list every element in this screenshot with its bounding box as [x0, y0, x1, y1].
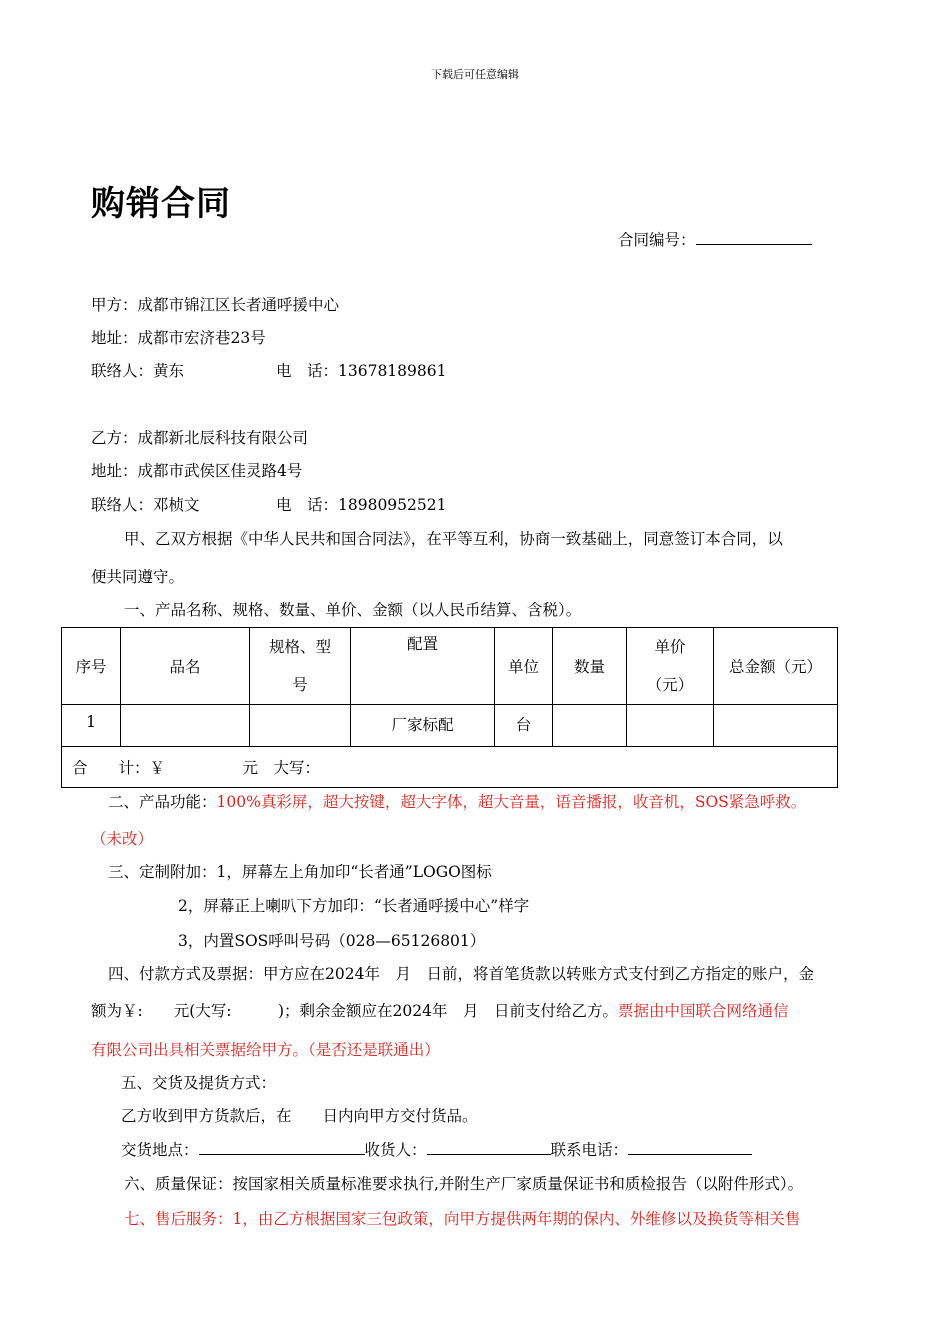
party-a-contact: 联络人：黄东	[91, 362, 185, 380]
row-total	[714, 705, 838, 747]
header-spec	[250, 628, 351, 705]
section-3-line-3: 3，内置SOS呼叫号码（028—65126801）	[178, 932, 486, 950]
contact-phone-label: 联系电话：	[550, 1141, 629, 1159]
party-b-phone: 电 话：18980952521	[276, 496, 447, 514]
header-unit: 单位	[495, 628, 553, 705]
header-price-line1: 单价	[654, 638, 686, 656]
header-name: 品名	[121, 628, 250, 705]
header-note: 下载后可任意编辑	[431, 68, 519, 81]
row-name	[121, 705, 250, 747]
section-5-line-1: 乙方收到甲方货款后，在 日内向甲方交付货品。	[121, 1107, 478, 1125]
receiver-label: 收货人：	[364, 1141, 427, 1159]
intro-line-1: 甲、乙双方根据《中华人民共和国合同法》，在平等互利，协商一致基础上，同意签订本合同，以	[124, 530, 783, 548]
contract-number-label: 合同编号：	[618, 231, 696, 249]
delivery-place-label: 交货地点：	[121, 1141, 199, 1159]
header-spec-line2: 号	[292, 676, 308, 694]
header-total: 总金额（元）	[714, 628, 838, 705]
section-4-line-3: 有限公司出具相关票据给甲方。（是否还是联通出）	[91, 1041, 440, 1059]
header-config: 配置	[351, 628, 495, 705]
header-spec-line1: 规格、型	[268, 638, 331, 656]
row-config: 厂家标配	[351, 705, 495, 747]
party-b-address: 地址：成都市武侯区佳灵路4号	[91, 462, 303, 480]
intro-line-2: 便共同遵守。	[91, 568, 185, 586]
section-1-heading: 一、产品名称、规格、数量、单价、金额（以人民币结算、含税）。	[124, 601, 582, 619]
contract-number-blank	[696, 228, 812, 245]
row-unit: 台	[495, 705, 553, 747]
section-3-line-2: 2，屏幕正上喇叭下方加印：“长者通呼援中心”样字	[178, 897, 530, 915]
party-b-contact: 联络人：邓桢文	[91, 496, 200, 514]
section-6: 六、质量保证：按国家相关质量标准要求执行,并附生产厂家质量保证书和质检报告（以附件形式）。	[124, 1175, 804, 1193]
section-2	[108, 790, 806, 812]
section-4-line-2-text: 额为￥: 元(大写: )；剩余金额应在2024年 月 日前支付给乙方。	[91, 1002, 618, 1020]
section-2-note: （未改）	[91, 830, 154, 848]
total-label: 合 计：￥ 元 大写：	[62, 747, 838, 788]
table-row	[62, 705, 838, 747]
section-7: 七、售后服务：1，由乙方根据国家三包政策，向甲方提供两年期的保内、外维修以及换货等相关售	[124, 1210, 801, 1228]
header-price-line2: （元）	[646, 676, 694, 694]
section-4-line-2	[91, 999, 789, 1021]
section-4-line-1: 四、付款方式及票据：甲方应在2024年 月 日前，将首笔货款以转账方式支付到乙方指定的账户，金	[108, 965, 814, 983]
party-a-address: 地址：成都市宏济巷23号	[91, 329, 266, 347]
receiver-blank	[427, 1138, 551, 1155]
section-5-delivery-line	[121, 1138, 752, 1160]
delivery-place-blank	[199, 1138, 365, 1155]
party-b-name: 乙方：成都新北辰科技有限公司	[91, 429, 309, 447]
row-spec	[250, 705, 351, 747]
table-total-row	[62, 747, 838, 788]
section-5-title: 五、交货及提货方式：	[121, 1074, 277, 1092]
row-qty	[553, 705, 627, 747]
section-2-label: 二、产品功能：	[108, 793, 217, 811]
row-price	[627, 705, 714, 747]
header-qty: 数量	[553, 628, 627, 705]
party-a-phone: 电 话：13678189861	[276, 362, 447, 380]
section-4-invoice-note: 票据由中国联合网络通信	[618, 1002, 789, 1020]
contract-number	[618, 228, 812, 250]
party-a-name: 甲方：成都市锦江区长者通呼援中心	[91, 296, 340, 314]
product-table	[61, 627, 838, 788]
section-2-text: 100%真彩屏，超大按键，超大字体，超大音量，语音播报，收音机，SOS紧急呼救。	[216, 793, 807, 811]
header-seq: 序号	[62, 628, 121, 705]
header-price	[627, 628, 714, 705]
contact-phone-blank	[628, 1138, 752, 1155]
row-seq: 1	[62, 705, 121, 747]
section-3-line-1: 三、定制附加：1，屏幕左上角加印“长者通”LOGO图标	[108, 863, 492, 881]
table-header-row	[62, 628, 838, 705]
document-title: 购销合同	[91, 184, 231, 224]
